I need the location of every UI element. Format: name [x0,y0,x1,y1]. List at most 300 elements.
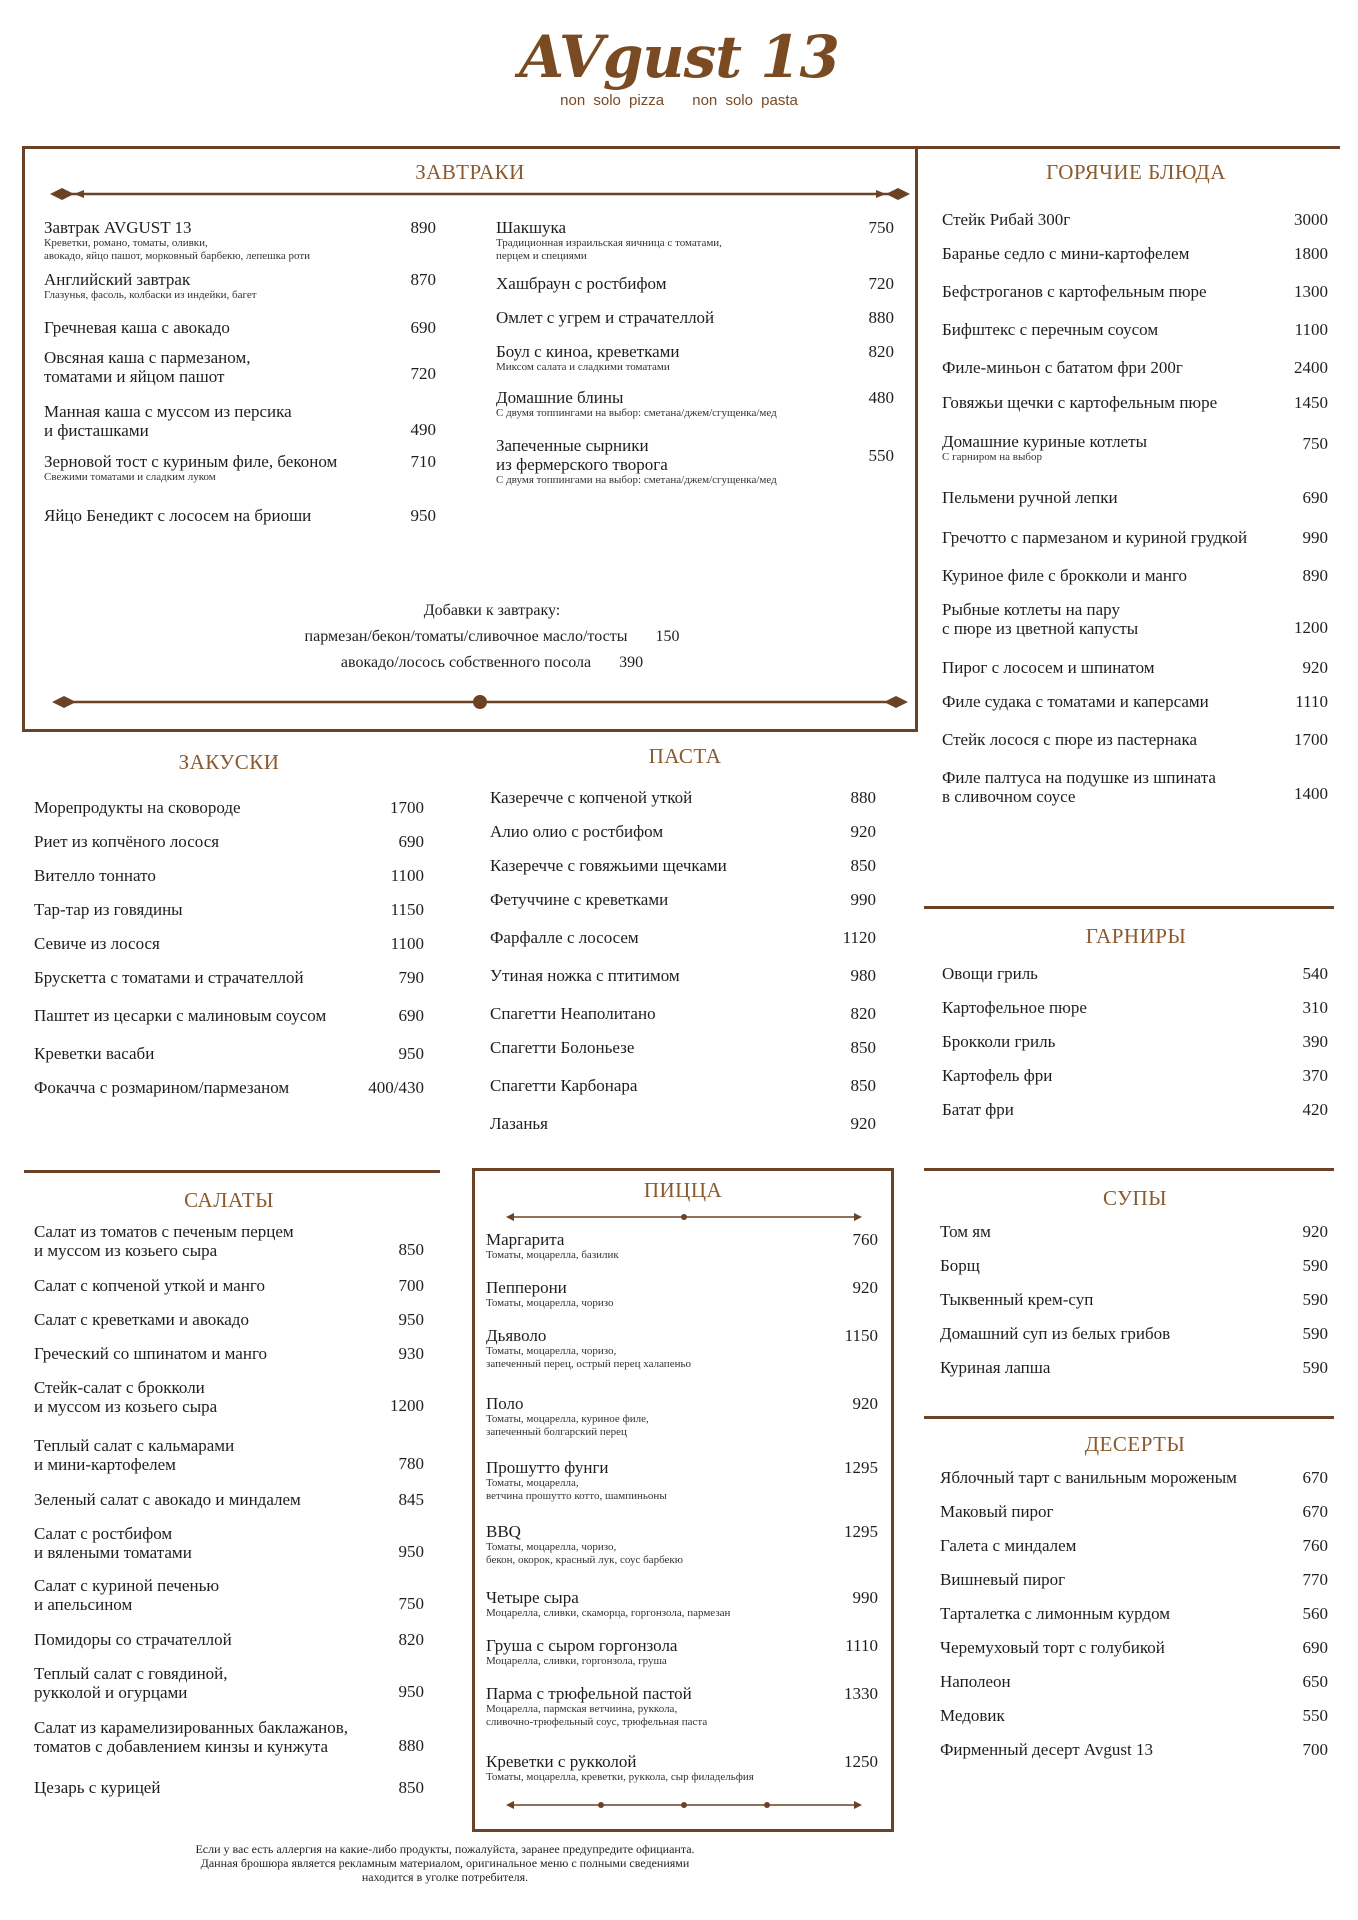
item-name: Салат с копченой уткой и манго [34,1276,265,1295]
item-price: 820 [398,1630,424,1649]
item-description: Моцарелла, сливки, скаморца, горгонзола, пармезан [486,1607,731,1619]
menu-item [44,506,436,525]
item-name: Яблочный тарт с ванильным мороженым [940,1468,1237,1487]
addon-name: пармезан/бекон/томаты/сливочное масло/тосты [304,628,628,645]
item-price: 1200 [1294,618,1328,637]
item-price: 2400 [1294,358,1328,377]
menu-item [496,308,894,327]
desserts-top-divider [924,1416,1334,1419]
menu-item [34,1310,424,1329]
menu-item [940,1256,1328,1275]
item-name: Спагетти Неаполитано [490,1004,656,1023]
menu-item [942,998,1328,1017]
menu-item [34,1576,424,1614]
garnish-top-divider [924,906,1334,909]
menu-item [34,798,424,817]
item-price: 950 [398,1044,424,1063]
item-name: Боул с киноа, креветками [496,342,680,361]
item-price: 920 [850,1114,876,1133]
item-price: 770 [1302,1570,1328,1589]
item-price: 1700 [1294,730,1328,749]
item-name: Брускетта с томатами и страчателлой [34,968,304,987]
menu-item [486,1588,878,1620]
menu-item [496,342,894,374]
item-price: 990 [1302,528,1328,547]
item-name: Севиче из лосося [34,934,160,953]
item-description: Томаты, моцарелла, креветки, руккола, сыр филадельфия [486,1771,754,1783]
pizza-ornament-top-icon [506,1212,862,1222]
item-price: 690 [398,1006,424,1025]
menu-item [34,1276,424,1295]
footer-line: Данная брошюра является рекламным материалом, оригинальное меню с полными сведениями [200,1856,690,1870]
addon-row [262,628,722,646]
item-price: 590 [1302,1324,1328,1343]
item-price: 1100 [1294,320,1328,339]
menu-item [942,244,1328,263]
menu-item [940,1706,1328,1725]
item-description: Томаты, моцарелла, ветчина прошутто котто, шампиньоны [486,1477,667,1502]
menu-item [486,1394,878,1439]
menu-item [942,393,1328,412]
menu-item [490,788,876,807]
soups-title: СУПЫ [1102,1186,1168,1210]
menu-item [496,388,894,420]
item-name: Говяжьи щечки с картофельным пюре [942,393,1218,412]
pizza-section [472,1168,894,1832]
menu-item [34,1524,424,1562]
item-price: 850 [850,1076,876,1095]
item-price: 870 [410,270,436,289]
item-name: Фарфалле с лососем [490,928,639,947]
item-name: Тыквенный крем-суп [940,1290,1094,1309]
item-price: 3000 [1294,210,1328,229]
menu-item [940,1570,1328,1589]
item-name: Вителло тоннато [34,866,156,885]
item-description: Глазунья, фасоль, колбаски из индейки, багет [44,289,257,301]
breakfast-section [22,146,918,732]
item-price: 990 [850,890,876,909]
item-description: Свежими томатами и сладким луком [44,471,216,483]
menu-item [490,928,876,947]
item-name: Салат с куриной печенью и апельсином [34,1576,220,1614]
item-name: Стейк лосося с пюре из пастернака [942,730,1197,749]
item-name: Спагетти Болоньезе [490,1038,635,1057]
item-price: 720 [410,364,436,383]
menu-item [34,866,424,885]
item-price: 310 [1302,998,1328,1017]
menu-item [34,1664,424,1702]
desserts-list [940,1468,1328,1788]
menu-item [942,320,1328,339]
item-name: Маковый пирог [940,1502,1054,1521]
menu-item [942,658,1328,677]
menu-item [942,692,1328,711]
item-name: Салат из томатов с печеным перцем и муссом из козьего сыра [34,1222,294,1260]
item-price: 1150 [844,1326,878,1345]
item-name: Груша с сыром горгонзола [486,1636,678,1655]
item-price: 540 [1302,964,1328,983]
item-description: Томаты, моцарелла, базилик [486,1249,619,1261]
item-description: Моцарелла, сливки, горгонзола, груша [486,1655,667,1667]
addon-price: 390 [619,654,644,671]
item-price: 880 [398,1736,424,1755]
item-name: Филе судака с томатами и каперсами [942,692,1209,711]
item-name: Баранье седло с мини-картофелем [942,244,1190,263]
item-name: Запеченные сырники из фермерского творога [496,436,668,474]
item-price: 590 [1302,1290,1328,1309]
item-name: Английский завтрак [44,270,191,289]
item-name: Овощи гриль [942,964,1038,983]
menu-item [942,600,1328,638]
item-name: Зеленый салат с авокадо и миндалем [34,1490,301,1509]
desserts-title: ДЕСЕРТЫ [1084,1432,1186,1456]
soups-list [940,1222,1328,1382]
item-price: 990 [852,1588,878,1607]
tagline-pizza: non solo pizza [560,92,665,109]
soups-top-divider [924,1168,1334,1171]
item-price: 420 [1302,1100,1328,1119]
item-price: 920 [852,1394,878,1413]
menu-item [34,1490,424,1509]
menu-item [496,274,894,293]
item-name: Гречневая каша с авокадо [44,318,230,337]
menu-item [34,1078,424,1097]
item-description: Моцарелла, пармская ветчиина, руккола, сливочно-трюфельный соус, трюфельная паста [486,1703,708,1728]
menu-item [44,348,436,386]
menu-item [942,1066,1328,1085]
menu-item [486,1636,878,1668]
menu-item [44,318,436,337]
item-price: 950 [398,1310,424,1329]
item-name: Цезарь с курицей [34,1778,161,1797]
menu-item [942,1032,1328,1051]
item-price: 880 [868,308,894,327]
item-description: Томаты, моцарелла, чоризо, запеченный перец, острый перец халапеньо [486,1345,691,1370]
item-price: 820 [850,1004,876,1023]
item-price: 850 [398,1240,424,1259]
item-price: 690 [410,318,436,337]
pizza-ornament-bottom-icon [506,1800,862,1810]
item-price: 920 [852,1278,878,1297]
menu-item [34,1778,424,1797]
item-price: 850 [850,1038,876,1057]
item-price: 1100 [390,934,424,953]
item-name: Картофельное пюре [942,998,1087,1017]
item-name: Бефстроганов с картофельным пюре [942,282,1207,301]
item-price: 890 [1302,566,1328,585]
item-name: Алио олио с ростбифом [490,822,664,841]
item-name: Медовик [940,1706,1005,1725]
item-name: Брокколи гриль [942,1032,1056,1051]
item-price: 1700 [390,798,424,817]
item-price: 1330 [844,1684,878,1703]
item-name: Салат из карамелизированных баклажанов, томатов с добавлением кинзы и кунжута [34,1718,349,1756]
menu-item [44,218,436,263]
menu-item [942,768,1328,806]
item-price: 820 [868,342,894,361]
item-price: 710 [410,452,436,471]
item-name: Морепродукты на сковороде [34,798,241,817]
item-price: 920 [850,822,876,841]
snacks-section [34,746,424,1116]
menu-item [34,968,424,987]
item-name: Омлет с угрем и страчателлой [496,308,715,327]
footer-line: Если у вас есть аллергия на какие-либо продукты, пожалуйста, заранее предупредите официанта. [195,1842,695,1856]
item-price: 760 [852,1230,878,1249]
item-name: BBQ [486,1522,521,1541]
addon-price: 150 [655,628,680,645]
item-price: 850 [398,1778,424,1797]
item-name: Помидоры со страчателлой [34,1630,232,1649]
menu-item [34,1436,424,1474]
item-price: 1300 [1294,282,1328,301]
item-name: Пирог с лососем и шпинатом [942,658,1155,677]
menu-item [940,1740,1328,1759]
item-price: 950 [398,1682,424,1701]
item-name: Лазанья [490,1114,549,1133]
item-name: Прошутто фунги [486,1458,609,1477]
menu-item [942,358,1328,377]
item-price: 750 [398,1594,424,1613]
item-price: 390 [1302,1032,1328,1051]
item-price: 760 [1302,1536,1328,1555]
item-name: Креветки васаби [34,1044,155,1063]
item-name: Казеречче с говяжьими щечками [490,856,727,875]
item-name: Казеречче с копченой уткой [490,788,693,807]
menu-item [496,436,894,487]
menu-item [44,402,436,440]
item-name: Домашний суп из белых грибов [940,1324,1171,1343]
menu-item [940,1536,1328,1555]
menu-item [34,1222,424,1260]
menu-item [490,1004,876,1023]
item-description: Томаты, моцарелла, чоризо [486,1297,614,1309]
item-name: Том ям [940,1222,991,1241]
snacks-title: ЗАКУСКИ [178,750,280,774]
item-price: 690 [1302,488,1328,507]
item-name: Шакшука [496,218,567,237]
menu-item [34,900,424,919]
item-name: Маргарита [486,1230,565,1249]
menu-item [942,488,1328,507]
item-price: 1120 [842,928,876,947]
addon-name: авокадо/лосось собственного посола [340,654,592,671]
item-price: 850 [850,856,876,875]
item-name: Домашние куриные котлеты [942,432,1148,451]
menu-item [942,528,1328,547]
menu-item [486,1230,878,1262]
item-price: 1200 [390,1396,424,1415]
item-price: 920 [1302,1222,1328,1241]
breakfast-title: ЗАВТРАКИ [415,160,525,184]
item-name: Пепперони [486,1278,567,1297]
ornament-top-icon [50,186,910,202]
item-price: 980 [850,966,876,985]
menu-item [940,1358,1328,1377]
item-price: 690 [1302,1638,1328,1657]
item-price: 780 [398,1454,424,1473]
item-name: Яйцо Бенедикт с лососем на бриоши [44,506,312,525]
item-price: 1100 [390,866,424,885]
item-name: Фетуччине с креветками [490,890,669,909]
menu-item [34,1718,424,1756]
garnish-list [942,964,1328,1124]
menu-item [34,1044,424,1063]
item-price: 750 [1302,434,1328,453]
breakfast-left-list [44,218,436,618]
item-price: 890 [410,218,436,237]
item-name: Куриное филе с брокколи и манго [942,566,1188,585]
item-name: Домашние блины [496,388,624,407]
logo-tagline [0,92,1358,109]
logo-title: AVgust 13 [519,23,839,91]
item-name: Спагетти Карбонара [490,1076,638,1095]
menu-item [490,856,876,875]
menu-item [34,1344,424,1363]
menu-item [942,432,1328,464]
item-price: 845 [398,1490,424,1509]
garnish-title: ГАРНИРЫ [1085,924,1187,948]
item-description: Миксом салата и сладкими томатами [496,361,670,373]
menu-item [942,1100,1328,1119]
breakfast-right-list [496,218,894,618]
item-name: Риет из копчёного лосося [34,832,220,851]
menu-item [942,566,1328,585]
menu-item [940,1502,1328,1521]
item-price: 750 [868,218,894,237]
item-name: Стейк-салат с брокколи и муссом из козьего сыра [34,1378,218,1416]
item-name: Дьяволо [486,1326,547,1345]
item-price: 1295 [844,1458,878,1477]
menu-item [940,1324,1328,1343]
item-price: 550 [868,446,894,465]
item-price: 1400 [1294,784,1328,803]
item-price: 480 [868,388,894,407]
item-name: Филе палтуса на подушке из шпината в сливочном соусе [942,768,1216,806]
menu-item [940,1222,1328,1241]
snacks-list [34,798,424,1098]
menu-item [34,1006,424,1025]
item-name: Вишневый пирог [940,1570,1066,1589]
item-name: Фокачча с розмарином/пармезаном [34,1078,290,1097]
logo [0,23,1358,109]
breakfast-addons [262,602,722,680]
item-name: Фирменный десерт Avgust 13 [940,1740,1154,1759]
salads-list [34,1222,424,1822]
item-price: 930 [398,1344,424,1363]
item-price: 560 [1302,1604,1328,1623]
menu-item [940,1672,1328,1691]
item-price: 950 [398,1542,424,1561]
salads-section [34,1186,424,1826]
pizza-title: ПИЦЦА [643,1178,723,1202]
item-price: 720 [868,274,894,293]
item-description: Томаты, моцарелла, чоризо, бекон, окорок, красный лук, соус барбекю [486,1541,683,1566]
menu-item [940,1604,1328,1623]
footer-line: находится в уголке потребителя. [361,1870,529,1884]
menu-item [486,1278,878,1310]
item-name: Тарталетка с лимонным курдом [940,1604,1171,1623]
item-name: Греческий со шпинатом и манго [34,1344,268,1363]
menu-item [486,1458,878,1503]
item-name: Теплый салат с говядиной, рукколой и огурцами [34,1664,228,1702]
item-name: Салат с креветками и авокадо [34,1310,249,1329]
hot-title: ГОРЯЧИЕ БЛЮДА [1046,160,1226,184]
item-name: Поло [486,1394,524,1413]
item-name: Бифштекс с перечным соусом [942,320,1159,339]
item-name: Наполеон [940,1672,1011,1691]
item-name: Салат с ростбифом и вялеными томатами [34,1524,192,1562]
item-name: Паштет из цесарки с малиновым соусом [34,1006,327,1025]
item-description: Томаты, моцарелла, куриное филе, запеченный болгарский перец [486,1413,649,1438]
item-name: Батат фри [942,1100,1014,1119]
desserts-section [940,1430,1328,1790]
item-price: 490 [410,420,436,439]
menu-item [490,890,876,909]
menu-item [490,1038,876,1057]
item-name: Завтрак AVGUST 13 [44,218,192,237]
item-name: Черемуховый торт с голубикой [940,1638,1165,1657]
addon-row [262,654,722,672]
menu-item [486,1684,878,1729]
item-price: 1800 [1294,244,1328,263]
item-name: Зерновой тост с куриным филе, беконом [44,452,338,471]
item-price: 650 [1302,1672,1328,1691]
item-price: 920 [1302,658,1328,677]
item-price: 670 [1302,1468,1328,1487]
item-price: 590 [1302,1358,1328,1377]
item-name: Филе-миньон с бататом фри 200г [942,358,1183,377]
item-price: 700 [398,1276,424,1295]
item-price: 590 [1302,1256,1328,1275]
hot-section [942,146,1330,826]
item-name: Креветки с рукколой [486,1752,637,1771]
garnish-section [942,920,1330,1130]
item-price: 1150 [390,900,424,919]
pasta-title: ПАСТА [648,744,722,768]
addons-title: Добавки к завтраку: [423,602,561,619]
salads-top-divider [24,1170,440,1173]
item-name: Пельмени ручной лепки [942,488,1118,507]
item-name: Борщ [940,1256,980,1275]
menu-item [486,1522,878,1567]
menu-item [940,1468,1328,1487]
menu-item [486,1752,878,1784]
item-price: 790 [398,968,424,987]
item-name: Куриная лапша [940,1358,1051,1377]
item-price: 690 [398,832,424,851]
menu-item [34,1630,424,1649]
footer-disclaimer [120,1842,770,1884]
item-price: 880 [850,788,876,807]
item-price: 550 [1302,1706,1328,1725]
item-description: Креветки, романо, томаты, оливки, авокадо, яйцо пашот, морковный барбекю, лепешка роти [44,237,311,262]
item-name: Парма с трюфельной пастой [486,1684,692,1703]
menu-item [490,1114,876,1133]
item-name: Манная каша с муссом из персика и фисташками [44,402,292,440]
item-name: Гречотто с пармезаном и куриной грудкой [942,528,1248,547]
salads-title: САЛАТЫ [184,1188,274,1212]
menu-item [486,1326,878,1371]
menu-item [940,1638,1328,1657]
item-description: С гарниром на выбор [942,451,1042,463]
menu-item [34,1378,424,1416]
item-price: 950 [410,506,436,525]
item-name: Стейк Рибай 300г [942,210,1071,229]
menu-item [44,452,436,484]
item-price: 1450 [1294,393,1328,412]
pizza-list [486,1230,878,1790]
